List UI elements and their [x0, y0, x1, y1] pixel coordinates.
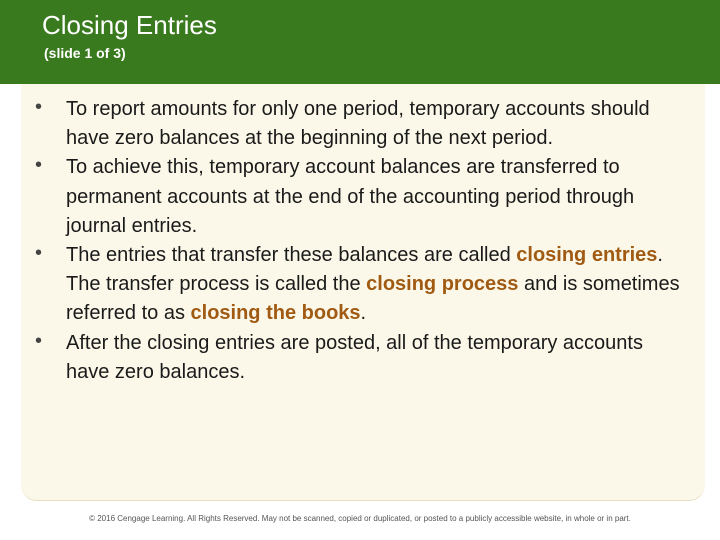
bullet-item: [21, 329, 691, 387]
bullet-item: [21, 153, 691, 241]
slide-subtitle: (slide 1 of 3): [44, 45, 126, 61]
bullet-text: After the closing entries are posted, all of the temporary accounts have zero balances.: [66, 331, 643, 383]
content-panel: [21, 84, 705, 501]
bullet-icon: •: [34, 242, 42, 265]
bullet-icon: •: [34, 96, 42, 118]
term-closing-the-books: closing the books: [190, 302, 361, 325]
bullet-text: . The transfer process is called the: [66, 244, 663, 296]
bullet-text: To achieve this, temporary account balances are transferred to permanent accounts at the end of the accounting period through journal entries.: [66, 156, 635, 237]
bullet-text: The entries that transfer these balances are called: [66, 244, 517, 267]
bullet-item: [21, 95, 691, 153]
bullet-text: and is sometimes referred to as: [66, 273, 680, 325]
copyright-footer: © 2016 Cengage Learning. All Rights Reserved. May not be scanned, copied or duplicated, or posted to a publicly accessible website, in whole or in part.: [89, 514, 631, 523]
bullet-icon: •: [34, 329, 42, 352]
bullet-text: .: [360, 302, 367, 325]
slide-header: [0, 0, 720, 84]
bullet-icon: •: [34, 154, 42, 177]
bullet-text: To report amounts for only one period, temporary accounts should have zero balances at the beginning of the next period.: [66, 98, 650, 150]
bullet-list: [21, 95, 691, 387]
term-closing-process: closing process: [366, 273, 519, 296]
slide-title: Closing Entries: [42, 10, 217, 40]
term-closing-entries: closing entries: [516, 244, 658, 267]
bullet-item: [21, 241, 691, 329]
